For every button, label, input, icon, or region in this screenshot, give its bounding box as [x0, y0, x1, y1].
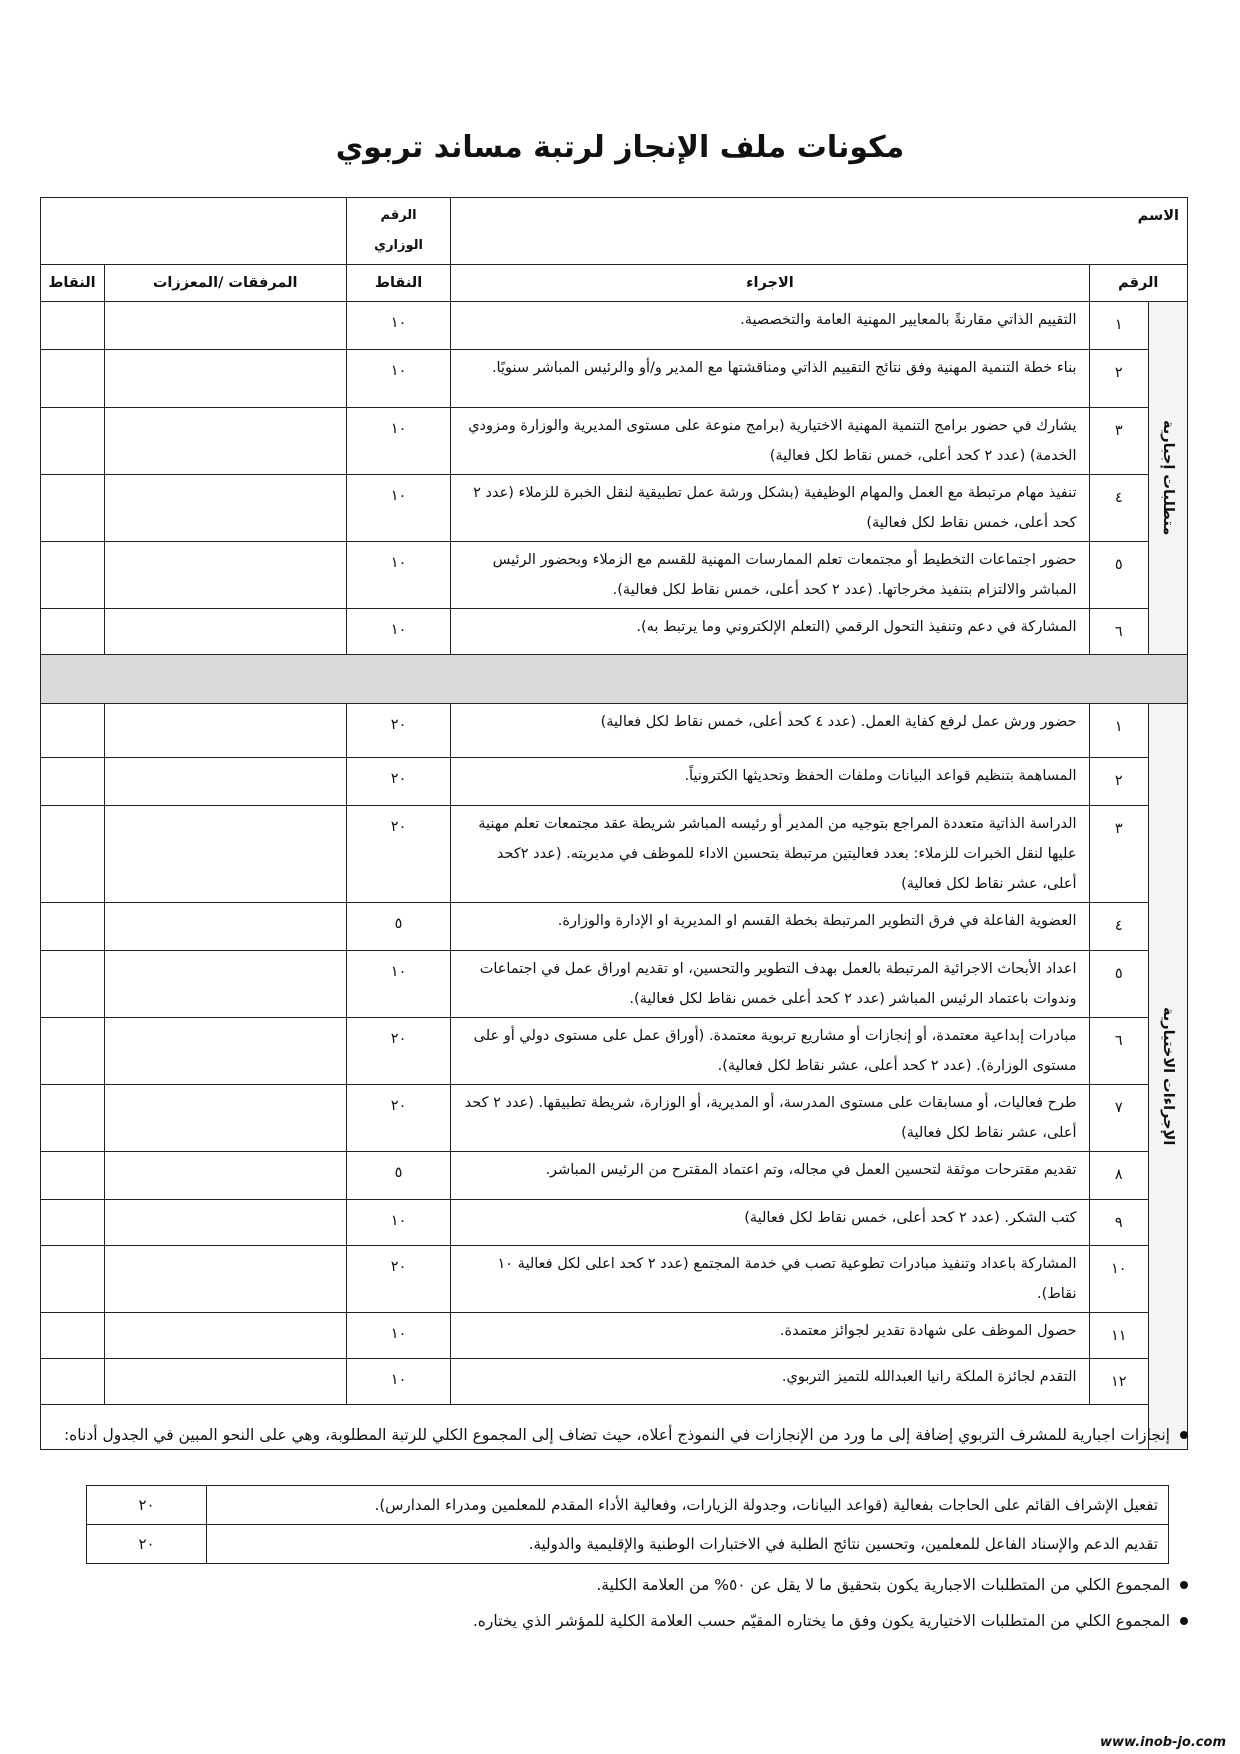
- table-row: [41, 609, 1188, 655]
- bullet-icon: [1180, 1431, 1188, 1439]
- row-number: ٦: [1089, 1018, 1149, 1085]
- row-number: ٩: [1089, 1200, 1149, 1246]
- table-row: [41, 542, 1188, 609]
- row-number: ١: [1089, 704, 1149, 758]
- row-points-awarded[interactable]: [41, 609, 105, 655]
- row-points-awarded[interactable]: [41, 903, 105, 951]
- row-procedure: التقييم الذاتي مقارنةً بالمعايير المهنية العامة والتخصصية.: [451, 302, 1089, 350]
- row-points: ٢٠: [346, 758, 451, 806]
- table-row: [41, 903, 1188, 951]
- row-attachments[interactable]: [104, 1018, 346, 1085]
- row-procedure: المساهمة بتنظيم قواعد البيانات وملفات الحفظ وتحديثها الكترونياً.: [451, 758, 1089, 806]
- row-number: ٤: [1089, 903, 1149, 951]
- table-row: [41, 1018, 1188, 1085]
- row-procedure: حصول الموظف على شهادة تقدير لجوائز معتمدة.: [451, 1313, 1089, 1359]
- notes-intro-text: إنجازات اجبارية للمشرف التربوي إضافة إلى ما ورد من الإنجازات في النموذج أعلاه، حيث تضاف إلى المجموع الكلي للرتبة المطلوبة، وهي على النحو المبين في الجدول أدناه:: [63, 1426, 1170, 1444]
- separator-cell: [41, 655, 1188, 704]
- table-row: [41, 1313, 1188, 1359]
- row-procedure: العضوية الفاعلة في فرق التطوير المرتبطة بخطة القسم او المديرية او الإدارة والوزارة.: [451, 903, 1089, 951]
- row-number: ١٢: [1089, 1359, 1149, 1405]
- section-label-optional: الإجراءات الاختيارية: [1149, 704, 1188, 1450]
- row-procedure: بناء خطة التنمية المهنية وفق نتائج التقييم الذاتي ومناقشتها مع المدير و/أو والرئيس المباشر سنويًا.: [451, 350, 1089, 408]
- row-points-awarded[interactable]: [41, 951, 105, 1018]
- row-points: ١٠: [346, 350, 451, 408]
- row-number: ٣: [1089, 408, 1149, 475]
- row-attachments[interactable]: [104, 1246, 346, 1313]
- ministry-number-value[interactable]: [41, 198, 347, 265]
- table-row: [41, 475, 1188, 542]
- table-row: [41, 350, 1188, 408]
- table-row: [41, 704, 1188, 758]
- row-points: ١٠: [346, 542, 451, 609]
- ministry-number-label: الرقم الوزاري: [374, 208, 423, 253]
- table-row: [41, 1359, 1188, 1405]
- extra-row-text: تفعيل الإشراف القائم على الحاجات بفعالية (قواعد البيانات، وجدولة الزيارات، وفعالية الأداء المقدم للمعلمين ومدراء المدارس).: [207, 1486, 1169, 1525]
- row-attachments[interactable]: [104, 542, 346, 609]
- row-number: ٧: [1089, 1085, 1149, 1152]
- table-row: [41, 951, 1188, 1018]
- row-procedure: تنفيذ مهام مرتبطة مع العمل والمهام الوظيفية (بشكل ورشة عمل تطبيقية لنقل الخبرة للزملاء (عدد ٢ كحد أعلى، خمس نقاط لكل فعالية): [451, 475, 1089, 542]
- row-number: ٢: [1089, 350, 1149, 408]
- table-row: [41, 758, 1188, 806]
- page-title: مكونات ملف الإنجاز لرتبة مساند تربوي: [335, 130, 905, 165]
- row-number: ٦: [1089, 609, 1149, 655]
- row-points: ١٠: [346, 1200, 451, 1246]
- row-points: ١٠: [346, 1359, 451, 1405]
- row-procedure: حضور ورش عمل لرفع كفاية العمل. (عدد ٤ كحد أعلى، خمس نقاط لكل فعالية): [451, 704, 1089, 758]
- name-label-cell: [451, 198, 1188, 265]
- notes-bullet-3: المجموع الكلي من المتطلبات الاختيارية يكون وفق ما يختاره المقيّم حسب العلامة الكلية للمؤشر الذي يختاره.: [472, 1612, 1170, 1630]
- footer-url[interactable]: www.inob-jo.com: [1100, 1735, 1226, 1750]
- row-attachments[interactable]: [104, 758, 346, 806]
- row-points-awarded[interactable]: [41, 475, 105, 542]
- bullet-icon: [1180, 1581, 1188, 1589]
- row-points: ١٠: [346, 609, 451, 655]
- col-header-number: الرقم: [1089, 265, 1187, 302]
- extra-row: [87, 1525, 1169, 1564]
- extra-row-text: تقديم الدعم والإسناد الفاعل للمعلمين، وتحسين نتائج الطلبة في الاختبارات الوطنية والإقليمية والدولية.: [207, 1525, 1169, 1564]
- row-procedure: تقديم مقترحات موثقة لتحسين العمل في مجاله، وتم اعتماد المقترح من الرئيس المباشر.: [451, 1152, 1089, 1200]
- row-points-awarded[interactable]: [41, 704, 105, 758]
- table-row: [41, 1246, 1188, 1313]
- section-label-mandatory: متطلبات إجبارية: [1149, 302, 1188, 655]
- row-attachments[interactable]: [104, 475, 346, 542]
- row-attachments[interactable]: [104, 408, 346, 475]
- col-header-points2: النقاط: [41, 265, 105, 302]
- row-procedure: حضور اجتماعات التخطيط أو مجتمعات تعلم الممارسات المهنية للقسم مع الزملاء وبحضور الرئيس المباشر والالتزام بتنفيذ مخرجاتها. (عدد ٢ كحد أعلى، خمس نقاط لكل فعالية).: [451, 542, 1089, 609]
- row-points-awarded[interactable]: [41, 542, 105, 609]
- name-label: الاسم: [1137, 208, 1179, 224]
- extra-requirements-table: [86, 1485, 1169, 1564]
- row-procedure: يشارك في حضور برامج التنمية المهنية الاختيارية (برامج منوعة على مستوى المديرية والوزارة ومزودي الخدمة) (عدد ٢ كحد أعلى، خمس نقاط لكل فعالية): [451, 408, 1089, 475]
- row-attachments[interactable]: [104, 1313, 346, 1359]
- row-points-awarded[interactable]: [41, 1152, 105, 1200]
- row-attachments[interactable]: [104, 1359, 346, 1405]
- row-points: ٢٠: [346, 1085, 451, 1152]
- row-points-awarded[interactable]: [41, 1085, 105, 1152]
- notes-bullets: [40, 1570, 1188, 1636]
- row-number: ٨: [1089, 1152, 1149, 1200]
- row-procedure: مبادرات إبداعية معتمدة، أو إنجازات أو مشاريع تربوية معتمدة. (أوراق عمل على مستوى دولي أو على مستوى الوزارة). (عدد ٢ كحد أعلى، عشر نقاط لكل فعالية).: [451, 1018, 1089, 1085]
- row-procedure: المشاركة باعداد وتنفيذ مبادرات تطوعية تصب في خدمة المجتمع (عدد ٢ كحد اعلى لكل فعالية ١٠ نقاط).: [451, 1246, 1089, 1313]
- row-points: ١٠: [346, 951, 451, 1018]
- extra-row-points: ٢٠: [87, 1486, 207, 1525]
- row-points-awarded[interactable]: [41, 1246, 105, 1313]
- row-procedure: كتب الشكر. (عدد ٢ كحد أعلى، خمس نقاط لكل فعالية): [451, 1200, 1089, 1246]
- row-number: ٢: [1089, 758, 1149, 806]
- row-points: ١٠: [346, 1313, 451, 1359]
- col-header-procedure: الاجراء: [451, 265, 1089, 302]
- notes-intro: [40, 1420, 1188, 1450]
- row-procedure: التقدم لجائزة الملكة رانيا العبدالله للتميز التربوي.: [451, 1359, 1089, 1405]
- row-points-awarded[interactable]: [41, 806, 105, 903]
- table-row: [41, 806, 1188, 903]
- table-row: [41, 302, 1188, 350]
- row-number: ٣: [1089, 806, 1149, 903]
- row-points-awarded[interactable]: [41, 302, 105, 350]
- row-points: ١٠: [346, 408, 451, 475]
- notes-bullet-2: المجموع الكلي من المتطلبات الاجبارية يكون بتحقيق ما لا يقل عن ٥٠% من العلامة الكلية.: [596, 1576, 1170, 1594]
- extra-row-points: ٢٠: [87, 1525, 207, 1564]
- achievement-table: [40, 197, 1188, 1450]
- row-points: ٥: [346, 903, 451, 951]
- row-number: ١١: [1089, 1313, 1149, 1359]
- row-points-awarded[interactable]: [41, 758, 105, 806]
- row-points-awarded[interactable]: [41, 408, 105, 475]
- bullet-icon: [1180, 1617, 1188, 1625]
- row-points: ١٠: [346, 475, 451, 542]
- row-number: ٥: [1089, 542, 1149, 609]
- row-number: ١: [1089, 302, 1149, 350]
- row-points: ٢٠: [346, 1018, 451, 1085]
- row-points-awarded[interactable]: [41, 1018, 105, 1085]
- row-points-awarded[interactable]: [41, 1200, 105, 1246]
- row-points: ٢٠: [346, 704, 451, 758]
- row-attachments[interactable]: [104, 806, 346, 903]
- row-attachments[interactable]: [104, 350, 346, 408]
- row-attachments[interactable]: [104, 609, 346, 655]
- row-attachments[interactable]: [104, 1085, 346, 1152]
- col-header-points: النقاط: [346, 265, 451, 302]
- row-attachments[interactable]: [104, 951, 346, 1018]
- ministry-number-label-cell: [346, 198, 451, 265]
- row-number: ٥: [1089, 951, 1149, 1018]
- row-number: ١٠: [1089, 1246, 1149, 1313]
- row-points: ١٠: [346, 302, 451, 350]
- extra-row: [87, 1486, 1169, 1525]
- row-procedure: الدراسة الذاتية متعددة المراجع بتوجيه من المدير أو رئيسه المباشر شريطة عقد مجتمعات تعلم مهنية عليها لنقل الخبرات للزملاء: بعدد فعاليتين مرتبطة بتحسين الاداء للموظف في مديريته. (عدد ٢كحد أعلى، عشر نقاط لكل فعالية): [451, 806, 1089, 903]
- row-points-awarded[interactable]: [41, 1313, 105, 1359]
- row-number: ٤: [1089, 475, 1149, 542]
- row-points: ٢٠: [346, 1246, 451, 1313]
- table-row: [41, 408, 1188, 475]
- row-attachments[interactable]: [104, 1152, 346, 1200]
- row-procedure: اعداد الأبحاث الاجرائية المرتبطة بالعمل بهدف التطوير والتحسين، او تقديم اوراق عمل في اجتماعات وندوات باعتماد الرئيس المباشر (عدد ٢ كحد أعلى خمس نقاط لكل فعالية).: [451, 951, 1089, 1018]
- col-header-attachments: المرفقات /المعززات: [104, 265, 346, 302]
- table-row: [41, 1085, 1188, 1152]
- row-points: ٥: [346, 1152, 451, 1200]
- row-attachments[interactable]: [104, 302, 346, 350]
- row-points: ٢٠: [346, 806, 451, 903]
- row-procedure: المشاركة في دعم وتنفيذ التحول الرقمي (التعلم الإلكتروني وما يرتبط به).: [451, 609, 1089, 655]
- row-points-awarded[interactable]: [41, 350, 105, 408]
- table-row: [41, 1200, 1188, 1246]
- row-procedure: طرح فعاليات، أو مسابقات على مستوى المدرسة، أو المديرية، أو الوزارة، شريطة تطبيقها. (عدد ٢ كحد أعلى، عشر نقاط لكل فعالية): [451, 1085, 1089, 1152]
- row-attachments[interactable]: [104, 1200, 346, 1246]
- table-row: [41, 1152, 1188, 1200]
- row-points-awarded[interactable]: [41, 1359, 105, 1405]
- section-separator: [41, 655, 1188, 704]
- row-attachments[interactable]: [104, 903, 346, 951]
- row-attachments[interactable]: [104, 704, 346, 758]
